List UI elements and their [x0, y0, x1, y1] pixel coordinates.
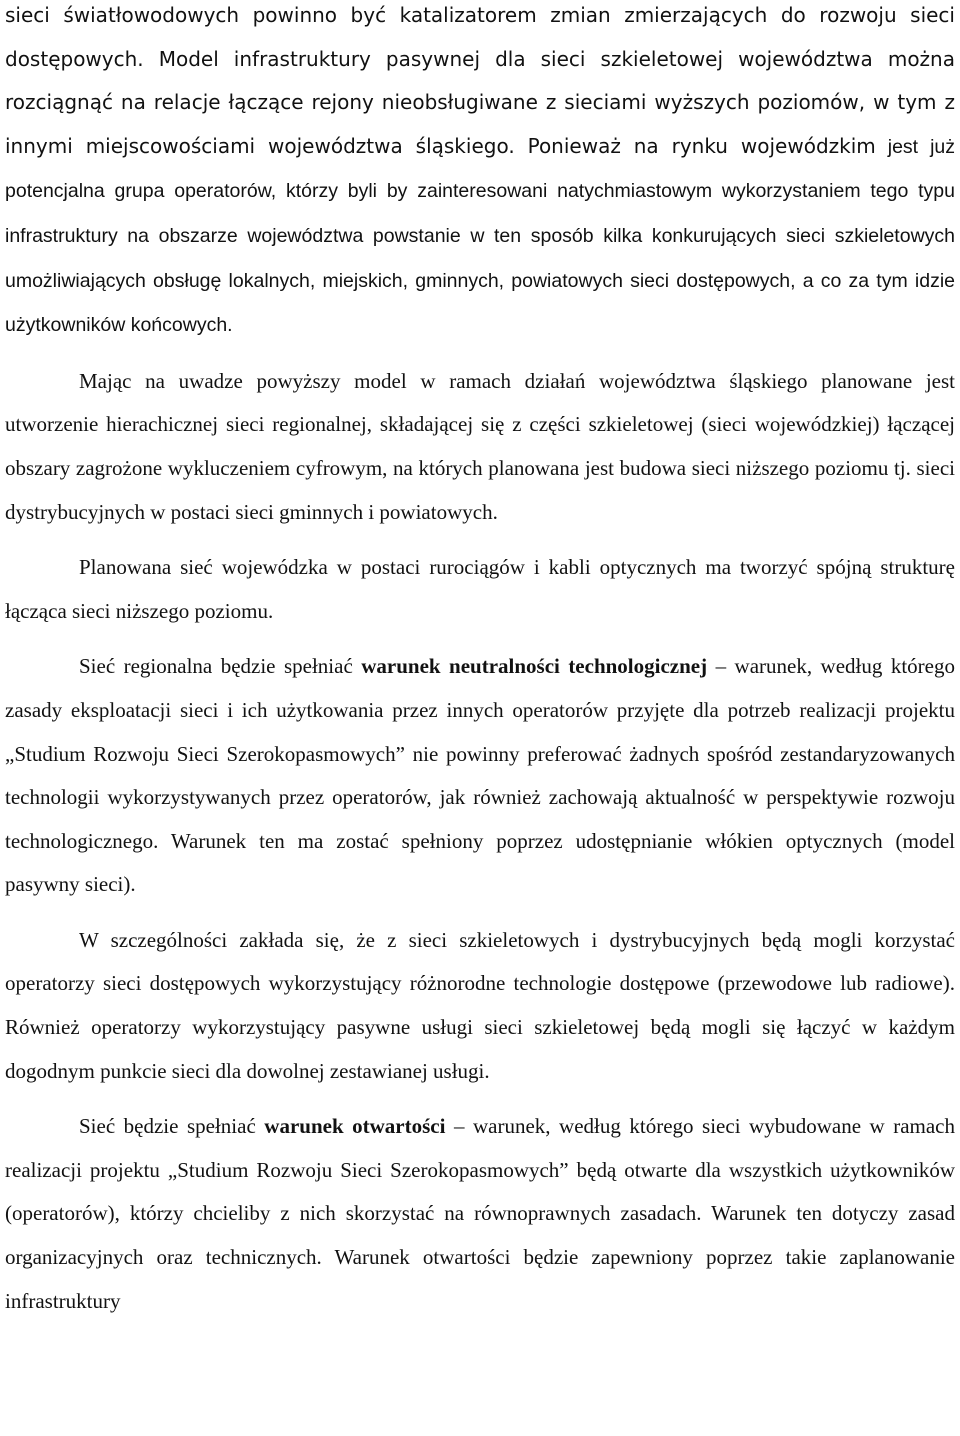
paragraph-operators-access: W szczególności zakłada się, że z sieci szkieletowych i dystrybucyjnych będą mogli korzystać operatorzy sieci dostępowych wykorzystujący różnorodne technologie dostępowe (przewodowe lub radiowe). Również operatorzy wykorzystujący pasywne usługi sieci szkieletowej będą mogli się łączyć w każdym dogodnym punkcie sieci dla dowolnej zestawianej usługi. — [5, 927, 955, 1083]
technological-neutrality-intro: Sieć regionalna będzie spełniać — [79, 654, 362, 679]
paragraph-network-model-part-b: jest już potencjalna grupa operatorów, którzy byli by zainteresowani natychmiastowym wykorzystaniem tego typu infrastruktury na obszarze województwa powstanie w ten sposób kilka konkurujących sieci szkieletowych umożliwiających obsługę lokalnych, miejskich, gminnych, powiatowych sieci dostępowych, a co za tym idzie użytkowników końcowych. — [5, 135, 955, 337]
paragraph-technological-neutrality — [5, 645, 955, 907]
paragraph-network-model-part-a: sieci światłowodowych powinno być katalizatorem zmian zmierzających do rozwoju sieci dostępowych. Model infrastruktury pasywnej dla sieci szkieletowej województwa można rozciągnąć na relacje łączące rejony nieobsługiwane z sieciami wyższych poziomów, w tym z innymi miejscowościami województwa śląskiego. Ponieważ na rynku wojewódzkim — [5, 3, 955, 158]
openness-term: warunek otwartości — [264, 1114, 446, 1139]
technological-neutrality-body: – warunek, według którego zasady eksploatacji sieci i ich użytkowania przez innych operatorów przyjęte dla potrzeb realizacji projektu „Studium Rozwoju Sieci Szerokopasmowych” nie powinny preferować żadnych spośród zestandaryzowanych technologii wykorzystywanych przez operatorów, jak również zachowają aktualność w perspektywie rozwoju technologicznego. Warunek ten ma zostać spełniony poprzez udostępnianie włókien optycznych (model pasywny sieci). — [5, 654, 955, 897]
paragraph-regional-network-plan: Mając na uwadze powyższy model w ramach działań województwa śląskiego planowane jest utworzenie hierachicznej sieci regionalnej, składającej się z części szkieletowej (sieci wojewódzkiej) łączącej obszary zagrożone wykluczeniem cyfrowym, na których planowana jest budowa sieci niższego poziomu tj. sieci dystrybucyjnych w postaci sieci gminnych i powiatowych. — [5, 368, 955, 524]
technological-neutrality-term: warunek neutralności technologicznej — [361, 654, 708, 679]
paragraph-provincial-network: Planowana sieć wojewódzka w postaci rurociągów i kabli optycznych ma tworzyć spójną strukturę łącząca sieci niższego poziomu. — [5, 555, 955, 623]
document-page — [5, 0, 955, 1323]
openness-intro: Sieć będzie spełniać — [79, 1114, 265, 1139]
paragraph-openness — [5, 1105, 955, 1323]
openness-body: – warunek, według którego sieci wybudowane w ramach realizacji projektu „Studium Rozwoju Sieci Szerokopasmowych” będą otwarte dla wszystkich użytkowników (operatorów), którzy chcieliby z nich skorzystać na równoprawnych zasadach. Warunek ten dotyczy zasad organizacyjnych oraz technicznych. Warunek otwartości będzie zapewniony poprzez takie zaplanowanie infrastruktury — [5, 1114, 955, 1313]
paragraph-network-model — [5, 0, 955, 348]
